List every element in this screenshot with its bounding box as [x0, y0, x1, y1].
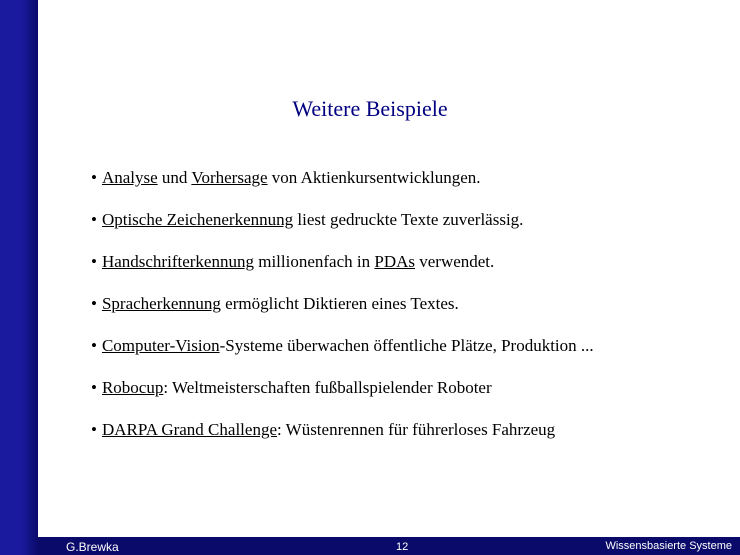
bullet-dot-icon: •	[91, 168, 97, 187]
bullet-dot-icon: •	[91, 336, 97, 355]
bullet-text: liest gedruckte Texte zuverlässig.	[293, 210, 524, 229]
bullet-link[interactable]: Vorhersage	[191, 168, 268, 187]
slide-title: Weitere Beispiele	[292, 96, 448, 121]
bullet-link[interactable]: Optische Zeichenerkennung	[101, 210, 294, 229]
bullet-text: und	[157, 168, 192, 187]
bullet-text: millionenfach in	[253, 252, 375, 271]
bullet-link[interactable]: PDAs	[374, 252, 415, 271]
bullet-link[interactable]: Spracherkennung	[101, 294, 221, 313]
bullet-link[interactable]: Robocup	[101, 378, 164, 397]
bullet-item	[91, 378, 594, 420]
bullet-item	[91, 252, 594, 294]
bullet-item	[91, 420, 594, 462]
bullet-list	[91, 168, 594, 462]
bullet-link[interactable]: Handschrifterkennung	[101, 252, 254, 271]
bullet-text: : Wüstenrennen für führerloses Fahrzeug	[276, 420, 556, 439]
bullet-link[interactable]: DARPA Grand Challenge	[101, 420, 277, 439]
footer-page-number: 12	[396, 541, 409, 553]
bullet-dot-icon: •	[91, 210, 97, 229]
footer-course: Wissensbasierte Systeme	[605, 540, 732, 552]
bullet-item	[91, 168, 594, 210]
bullet-dot-icon: •	[91, 252, 97, 271]
bullet-dot-icon: •	[91, 294, 97, 313]
bullet-item	[91, 336, 594, 378]
bullet-item	[91, 210, 594, 252]
bullet-link[interactable]: Computer-Vision	[101, 336, 220, 355]
left-decor-bar	[0, 0, 38, 555]
bullet-text: von Aktienkursentwicklungen.	[267, 168, 481, 187]
bullet-link[interactable]: Analyse	[101, 168, 158, 187]
bullet-text: ermöglicht Diktieren eines Textes.	[220, 294, 459, 313]
bullet-dot-icon: •	[91, 420, 97, 439]
footer-author: G.Brewka	[66, 540, 119, 554]
bullet-text: verwendet.	[414, 252, 495, 271]
bullet-item	[91, 294, 594, 336]
bullet-text: -Systeme überwachen öffentliche Plätze, Produktion ...	[219, 336, 594, 355]
bullet-text: : Weltmeisterschaften fußballspielender Roboter	[163, 378, 492, 397]
bullet-dot-icon: •	[91, 378, 97, 397]
